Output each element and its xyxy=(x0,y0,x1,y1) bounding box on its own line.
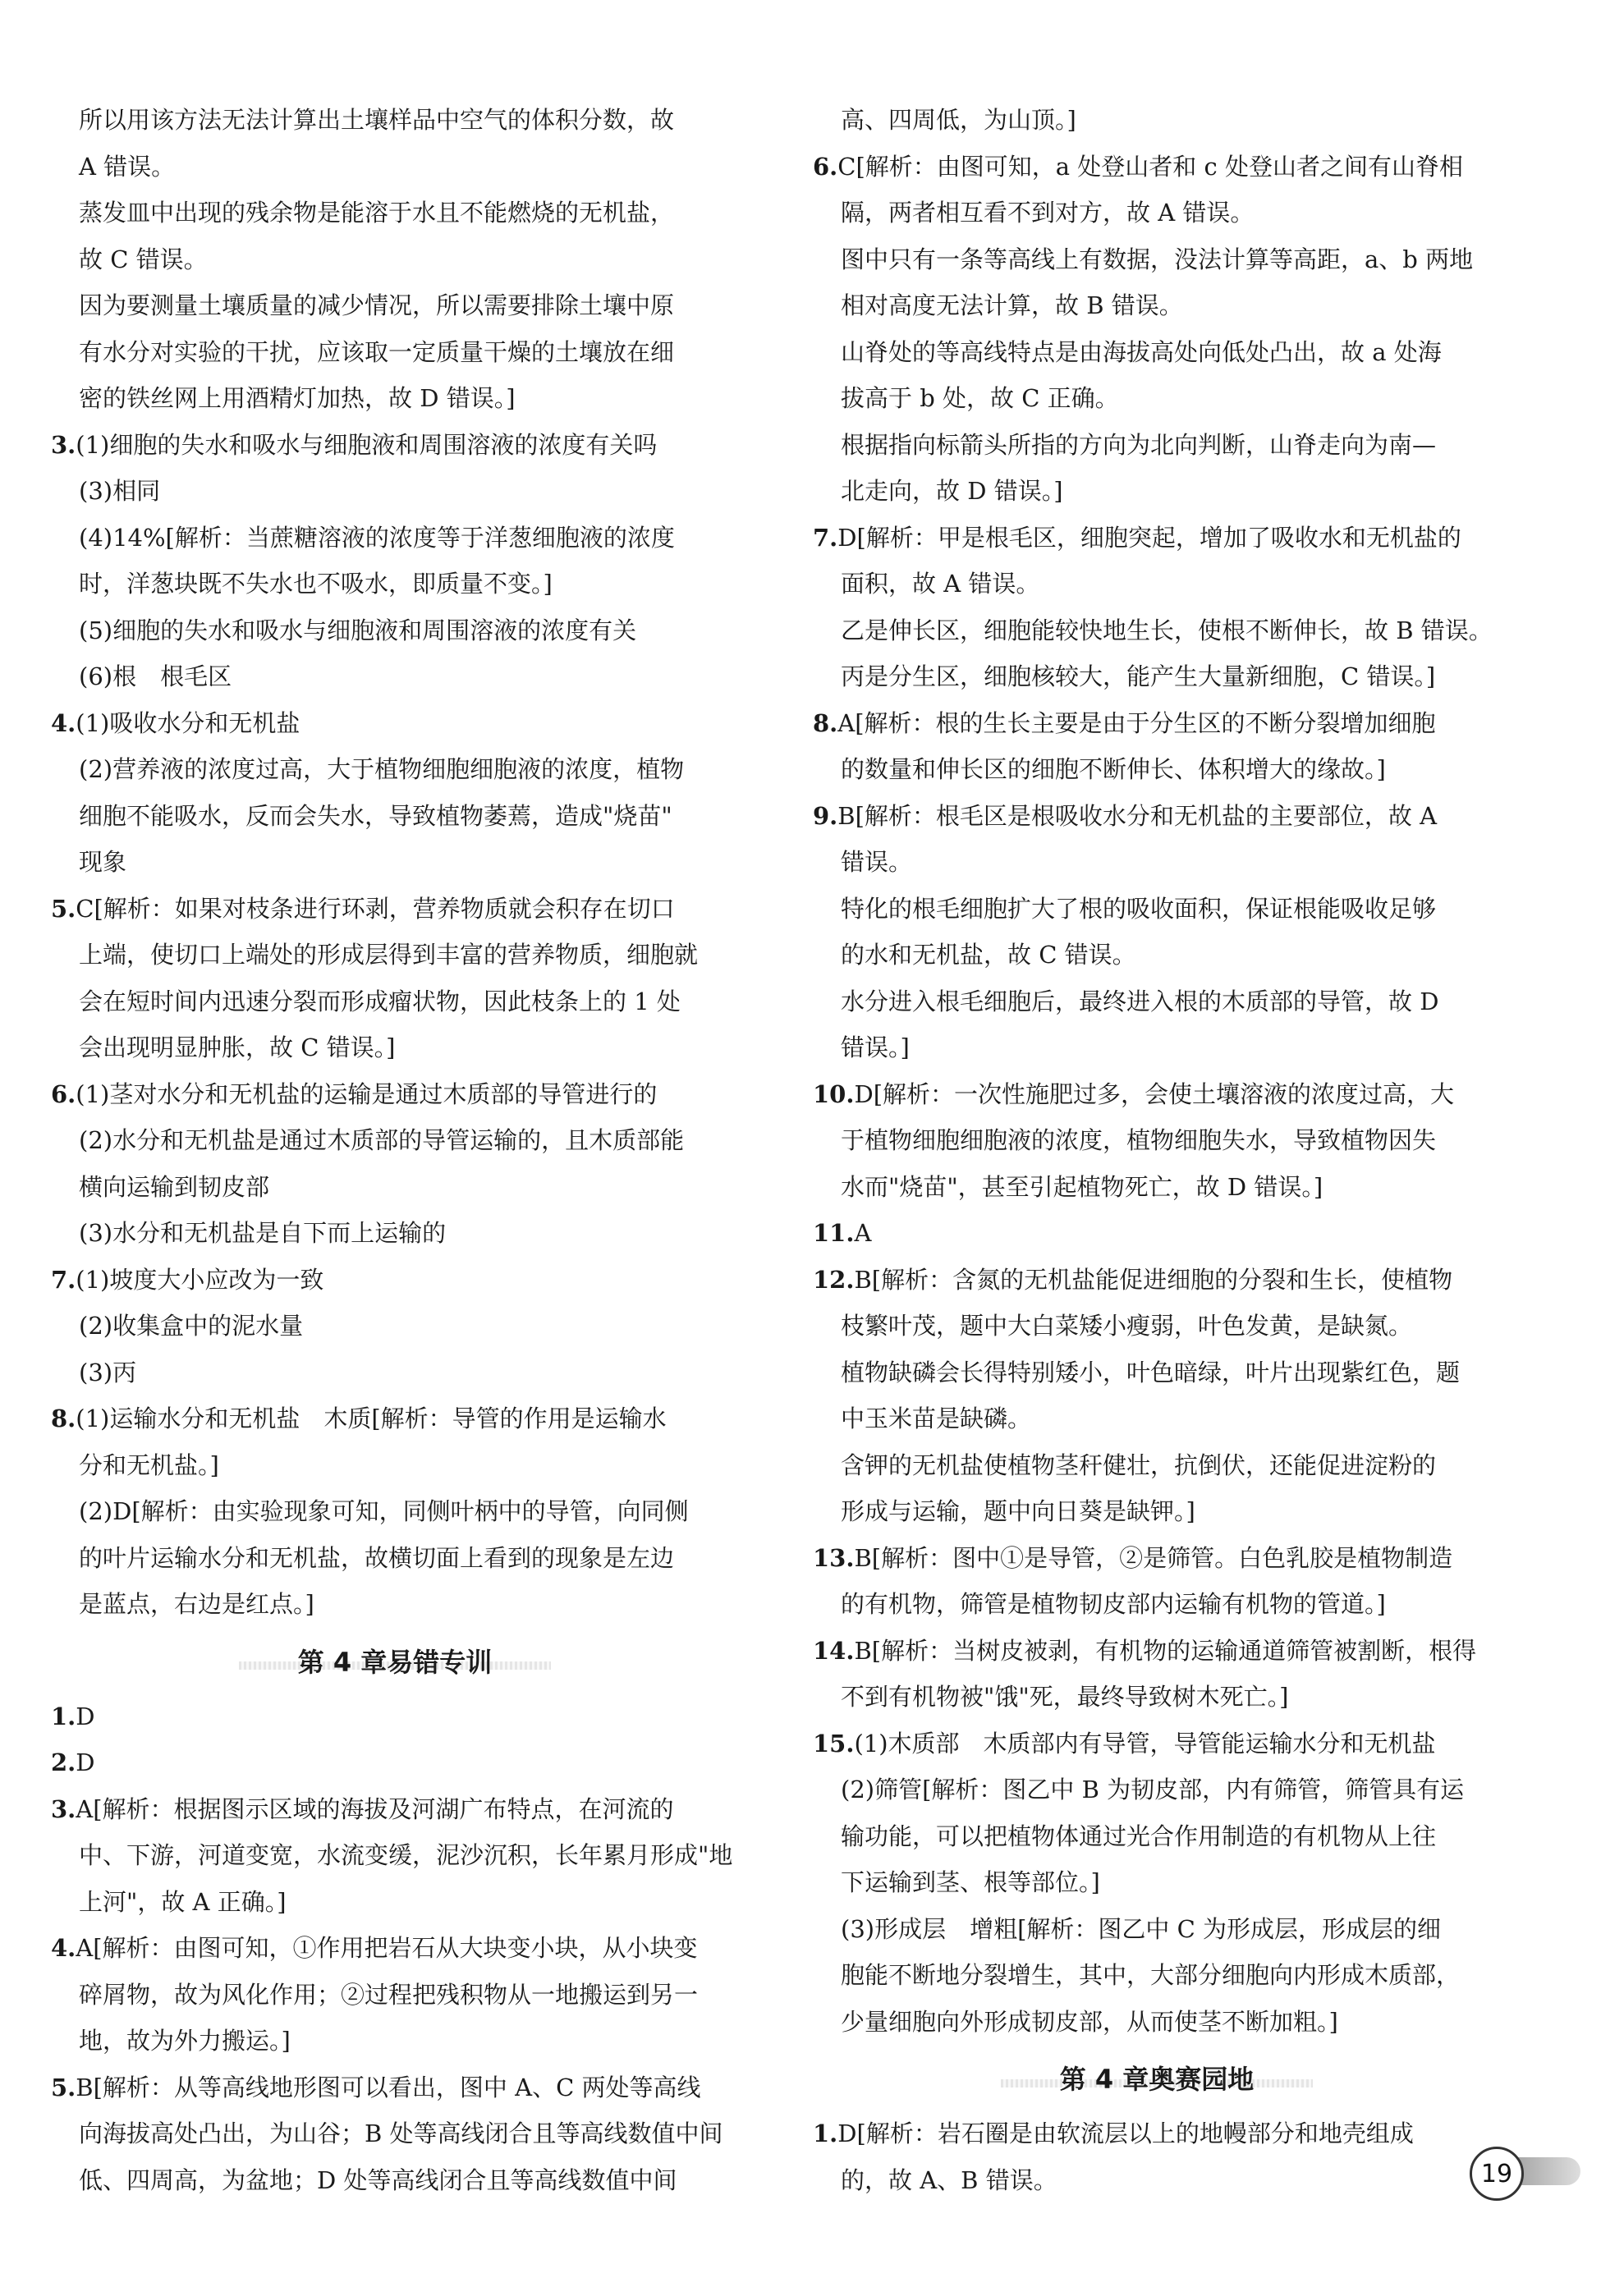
answer-text: D xyxy=(76,1748,95,1776)
left-column xyxy=(51,97,739,2203)
question-number: 1. xyxy=(813,2120,838,2147)
answer-item xyxy=(813,515,1501,561)
text-line: 现象 xyxy=(79,848,127,876)
text-line: 山脊处的等高线特点是由海拔高处向低处凸出，故 a 处海 xyxy=(841,337,1442,366)
answer-item xyxy=(51,422,739,469)
text-line: 的水和无机盐，故 C 错误。 xyxy=(841,941,1136,969)
question-number: 7. xyxy=(813,523,838,552)
text-line: (2)筛管[解析：图乙中 B 为韧皮部，内有筛管，筛管具有运 xyxy=(841,1776,1465,1803)
text-line: 细胞不能吸水，反而会失水，导致植物萎蔫，造成"烧苗" xyxy=(79,801,672,830)
text-line: 错误。 xyxy=(841,848,913,876)
question-number: 2. xyxy=(51,1748,76,1776)
question-number: 1. xyxy=(51,1702,76,1730)
text-line: 的叶片运输水分和无机盐，故横切面上看到的现象是左边 xyxy=(79,1543,675,1572)
text-line: 植物缺磷会长得特别矮小，叶色暗绿，叶片出现紫红色，题 xyxy=(841,1358,1461,1386)
text-line: 故 C 错误。 xyxy=(79,245,208,273)
text-line: 上端，使切口上端处的形成层得到丰富的营养物质，细胞就 xyxy=(79,941,699,969)
answer-text: A xyxy=(854,1219,872,1247)
text-line: A 错误。 xyxy=(79,152,176,181)
text-line: 错误。] xyxy=(841,1033,910,1061)
section-heading-text: 第 4 章奥赛园地 xyxy=(1059,2064,1255,2095)
answer-item xyxy=(813,1721,1501,1767)
answer-item xyxy=(51,1739,739,1786)
text-line: (2)D[解析：由实验现象可知，同侧叶柄中的导管，向同侧 xyxy=(79,1497,689,1525)
text-line: (2)水分和无机盐是通过木质部的导管运输的，且木质部能 xyxy=(79,1126,685,1154)
text-line: 的有机物，筛管是植物韧皮部内运输有机物的管道。] xyxy=(841,1590,1386,1618)
answer-text: A[解析：根的生长主要是由于分生区的不断分裂增加细胞 xyxy=(837,708,1436,737)
text-line: 下运输到茎、根等部位。] xyxy=(841,1868,1100,1896)
question-number: 5. xyxy=(51,894,76,923)
text-line: 根据指向标箭头所指的方向为北向判断，山脊走向为南— xyxy=(841,430,1437,459)
text-line: (3)丙 xyxy=(79,1358,137,1386)
text-line: 是蓝点，右边是红点。] xyxy=(79,1590,314,1618)
section-heading xyxy=(813,2045,1501,2110)
question-number: 12. xyxy=(813,1265,855,1294)
text-line: 会出现明显肿胀，故 C 错误。] xyxy=(79,1033,396,1061)
answer-text: B[解析：图中①是导管，②是筛管。白色乳胶是植物制造 xyxy=(854,1543,1453,1572)
answer-text: (1)坡度大小应改为一致 xyxy=(76,1265,324,1294)
text-line: 拔高于 b 处，故 C 正确。 xyxy=(841,384,1119,412)
question-number: 3. xyxy=(51,430,76,459)
answer-text: B[解析：含氮的无机盐能促进细胞的分裂和生长，使植物 xyxy=(854,1265,1453,1294)
text-line: 不到有机物被"饿"死，最终导致树木死亡。] xyxy=(841,1683,1289,1711)
text-line: 乙是伸长区，细胞能较快地生长，使根不断伸长，故 B 错误。 xyxy=(841,616,1493,644)
page-number: 19 xyxy=(1470,2147,1524,2201)
text-line: 上河"，故 A 正确。] xyxy=(79,1887,287,1916)
text-line: 密的铁丝网上用酒精灯加热，故 D 错误。] xyxy=(79,384,516,412)
text-line: (3)形成层 增粗[解析：图乙中 C 为形成层，形成层的细 xyxy=(841,1914,1442,1943)
text-line: 因为要测量土壤质量的减少情况，所以需要排除土壤中原 xyxy=(79,291,675,319)
answer-item xyxy=(813,2110,1501,2157)
question-number: 8. xyxy=(813,708,838,737)
question-number: 4. xyxy=(51,1934,76,1962)
text-line: (2)收集盒中的泥水量 xyxy=(79,1312,304,1340)
answer-text: D[解析：甲是根毛区，细胞突起，增加了吸收水和无机盐的 xyxy=(837,523,1461,552)
answer-item xyxy=(51,700,739,747)
text-line: 向海拔高处凸出，为山谷；B 处等高线闭合且等高线数值中间 xyxy=(79,2120,723,2147)
question-number: 10. xyxy=(813,1079,855,1108)
answer-text: B[解析：从等高线地形图可以看出，图中 A、C 两处等高线 xyxy=(76,2073,701,2101)
right-column xyxy=(813,97,1501,2203)
text-line: 时，洋葱块既不失水也不吸水，即质量不变。] xyxy=(79,570,553,598)
text-line: 于植物细胞细胞液的浓度，植物细胞失水，导致植物因失 xyxy=(841,1126,1437,1154)
answer-item xyxy=(813,793,1501,840)
question-number: 14. xyxy=(813,1636,855,1665)
text-line: (3)水分和无机盐是自下而上运输的 xyxy=(79,1219,447,1247)
text-line: 隔，两者相互看不到对方，故 A 错误。 xyxy=(841,199,1255,227)
text-line: 有水分对实验的干扰，应该取一定质量干燥的土壤放在细 xyxy=(79,337,675,366)
text-line: 少量细胞向外形成韧皮部，从而使茎不断加粗。] xyxy=(841,2007,1338,2036)
answer-text: D[解析：一次性施肥过多，会使土壤溶液的浓度过高，大 xyxy=(854,1079,1455,1108)
answer-text: (1)细胞的失水和吸水与细胞液和周围溶液的浓度有关吗 xyxy=(76,430,658,459)
answer-item xyxy=(813,1628,1501,1675)
text-line: 会在短时间内迅速分裂而形成瘤状物，因此枝条上的 1 处 xyxy=(79,987,681,1015)
answer-item xyxy=(51,1395,739,1442)
answer-text: (1)运输水分和无机盐 木质[解析：导管的作用是运输水 xyxy=(76,1405,667,1432)
text-line: 低、四周高，为盆地；D 处等高线闭合且等高线数值中间 xyxy=(79,2165,677,2194)
answer-item xyxy=(51,1257,739,1304)
section-heading xyxy=(51,1628,739,1693)
question-number: 6. xyxy=(813,152,838,181)
question-number: 4. xyxy=(51,708,76,737)
text-line: 枝繁叶茂，题中大白菜矮小瘦弱，叶色发黄，是缺氮。 xyxy=(841,1312,1413,1340)
text-line: 横向运输到韧皮部 xyxy=(79,1172,270,1201)
question-number: 13. xyxy=(813,1543,855,1572)
answer-item xyxy=(51,886,739,933)
answer-item xyxy=(51,1071,739,1118)
text-line: 中、下游，河道变宽，水流变缓，泥沙沉积，长年累月形成"地 xyxy=(79,1841,733,1869)
text-line: 中玉米苗是缺磷。 xyxy=(841,1405,1032,1432)
text-line: 的，故 A、B 错误。 xyxy=(841,2165,1057,2194)
question-number: 9. xyxy=(813,801,838,830)
text-line: 面积，故 A 错误。 xyxy=(841,570,1040,598)
answer-text: (1)茎对水分和无机盐的运输是通过木质部的导管进行的 xyxy=(76,1079,658,1108)
text-line: 北走向，故 D 错误。] xyxy=(841,477,1063,505)
question-number: 5. xyxy=(51,2073,76,2101)
answer-item xyxy=(51,1925,739,1972)
question-number: 15. xyxy=(813,1729,855,1758)
text-line: 丙是分生区，细胞核较大，能产生大量新细胞，C 错误。] xyxy=(841,662,1436,690)
answer-item xyxy=(813,144,1501,190)
text-line: 水而"烧苗"，甚至引起植物死亡，故 D 错误。] xyxy=(841,1172,1323,1201)
text-line: 所以用该方法无法计算出土壤样品中空气的体积分数，故 xyxy=(79,106,675,134)
question-number: 8. xyxy=(51,1405,76,1432)
text-line: 水分进入根毛细胞后，最终进入根的木质部的导管，故 D xyxy=(841,987,1439,1015)
text-line: (5)细胞的失水和吸水与细胞液和周围溶液的浓度有关 xyxy=(79,616,637,644)
answer-item xyxy=(813,1257,1501,1304)
answer-item xyxy=(51,2065,739,2111)
answer-item xyxy=(813,1071,1501,1118)
question-number: 11. xyxy=(813,1219,855,1247)
text-line: 形成与运输，题中向日葵是缺钾。] xyxy=(841,1497,1195,1525)
answer-text: D[解析：岩石圈是由软流层以上的地幔部分和地壳组成 xyxy=(837,2120,1414,2147)
answer-text: (1)吸收水分和无机盐 xyxy=(76,708,300,737)
text-line: 含钾的无机盐使植物茎秆健壮，抗倒伏，还能促进淀粉的 xyxy=(841,1450,1437,1479)
answer-text: D xyxy=(76,1702,95,1730)
text-line: (3)相同 xyxy=(79,477,161,505)
answer-text: C[解析：由图可知，a 处登山者和 c 处登山者之间有山脊相 xyxy=(837,152,1463,181)
text-line: 分和无机盐。] xyxy=(79,1450,219,1479)
text-line: 蒸发皿中出现的残余物是能溶于水且不能燃烧的无机盐， xyxy=(79,199,675,227)
text-line: 碎屑物，故为风化作用；②过程把残积物从一地搬运到另一 xyxy=(79,1980,699,2009)
text-line: 图中只有一条等高线上有数据，没法计算等高距，a、b 两地 xyxy=(841,245,1474,273)
answer-text: A[解析：根据图示区域的海拔及河湖广布特点，在河流的 xyxy=(76,1794,674,1823)
text-line: 相对高度无法计算，故 B 错误。 xyxy=(841,291,1183,319)
answer-text: B[解析：根毛区是根吸收水分和无机盐的主要部位，故 A xyxy=(837,801,1438,830)
answer-item xyxy=(51,1786,739,1833)
text-line: (2)营养液的浓度过高，大于植物细胞细胞液的浓度，植物 xyxy=(79,755,685,783)
answer-item xyxy=(813,1535,1501,1582)
text-line: 地，故为外力搬运。] xyxy=(79,2027,291,2055)
answer-item xyxy=(51,1693,739,1740)
text-line: 胞能不断地分裂增生，其中，大部分细胞向内形成木质部， xyxy=(841,1961,1461,1989)
text-line: (6)根 根毛区 xyxy=(79,662,232,690)
answer-item xyxy=(813,700,1501,747)
answer-text: (1)木质部 木质部内有导管，导管能运输水分和无机盐 xyxy=(854,1729,1436,1758)
text-line: (4)14%[解析：当蔗糖溶液的浓度等于洋葱细胞液的浓度 xyxy=(79,523,675,552)
question-number: 7. xyxy=(51,1265,76,1294)
section-heading-text: 第 4 章易错专训 xyxy=(297,1646,493,1678)
question-number: 3. xyxy=(51,1794,76,1823)
text-line: 输功能，可以把植物体通过光合作用制造的有机物从上往 xyxy=(841,1822,1437,1850)
text-line: 的数量和伸长区的细胞不断伸长、体积增大的缘故。] xyxy=(841,755,1386,783)
answer-text: C[解析：如果对枝条进行环剥，营养物质就会积存在切口 xyxy=(76,894,675,923)
question-number: 6. xyxy=(51,1079,76,1108)
text-line: 高、四周低，为山顶。] xyxy=(841,106,1076,134)
answer-text: A[解析：由图可知，①作用把岩石从大块变小块，从小块变 xyxy=(76,1934,698,1962)
answer-item xyxy=(813,1210,1501,1257)
answer-text: B[解析：当树皮被剥，有机物的运输通道筛管被割断，根得 xyxy=(854,1636,1477,1665)
text-line: 特化的根毛细胞扩大了根的吸收面积，保证根能吸收足够 xyxy=(841,894,1437,923)
